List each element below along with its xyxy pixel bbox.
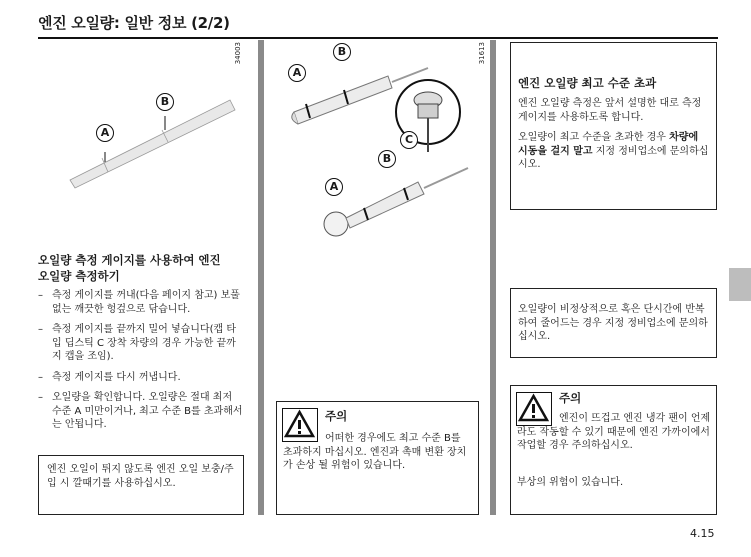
callout-a: A	[96, 124, 114, 142]
list-item: – 측정 게이지를 끝까지 밀어 넣습니다(캡 타입 딥스틱 C 장착 차량의 경우 가능한 끝까지 캡을 조임).	[38, 323, 244, 364]
figure-code: 31613	[478, 42, 486, 65]
list-item: – 오일량을 확인합니다. 오일량은 절대 최저 수준 A 미만이거나, 최고 수준 B를 초과해서는 안됩니다.	[38, 391, 244, 432]
list-item: – 측정 게이지를 다시 꺼냅니다.	[38, 371, 244, 385]
section-heading	[38, 252, 221, 284]
page-title: 엔진 오일량: 일반 정보 (2/2)	[38, 14, 230, 32]
overflow-para	[518, 131, 709, 172]
overflow-text: 지정 정비업소에 문의하십시오.	[518, 145, 709, 170]
list-item: – 측정 게이지를 꺼내(다음 페이지 참고) 보풀없는 깨끗한 헝겊으로 닦습니다.	[38, 289, 244, 316]
dipstick-figure	[60, 80, 250, 200]
callout-a: A	[325, 178, 343, 196]
callout-b: B	[333, 43, 351, 61]
abnormal-text: 오일량이 비정상적으로 혹은 단시간에 반복하여 줄어드는 경우 지정 정비업소에 문의하십시오.	[518, 304, 708, 342]
funnel-note-text: 엔진 오일이 튀지 않도록 엔진 오일 보충/주입 시 깔때기를 사용하십시오.	[47, 464, 234, 489]
column-divider	[490, 40, 496, 515]
instruction-list	[38, 289, 244, 439]
overflow-text: 오일량이 최고 수준을 초과한 경우	[518, 132, 670, 143]
section-tab[interactable]	[729, 268, 751, 301]
caution-risk: 부상의 위험이 있습니다.	[517, 477, 624, 488]
caution-text: 어떠한 경우에도 최고 수준 B를 초과하지 마십시오. 엔진과 촉매 변환 장치가 손상 될 위험이 있습니다.	[283, 433, 467, 471]
column-divider	[258, 40, 264, 515]
heading-line: 오일량 측정 게이지를 사용하여 엔진	[38, 253, 221, 267]
overflow-box	[510, 42, 717, 210]
heading-line: 오일량 측정하기	[38, 269, 120, 283]
callout-b: B	[378, 150, 396, 168]
funnel-note-box	[38, 455, 244, 515]
title-rule	[38, 37, 718, 39]
overflow-para: 엔진 오일량 측정은 앞서 설명한 대로 측정 게이지를 사용하도록 합니다.	[518, 98, 702, 123]
figure-code: 34003	[234, 42, 242, 65]
caution-box-middle	[276, 401, 479, 515]
caution-box-right	[510, 385, 717, 515]
abnormal-box	[510, 288, 717, 358]
caution-text: 엔진이 뜨겁고 엔진 냉각 팬이 언제라도 작동할 수 있기 때문에 엔진 가까이에서 작업할 경우 주의하십시오.	[517, 413, 711, 451]
caution-title: 주의	[559, 391, 582, 405]
overflow-heading: 엔진 오일량 최고 수준 초과	[518, 76, 657, 90]
overflow-emphasis: 차량에 시동을 걸지 말고	[518, 132, 699, 157]
callout-c: C	[400, 131, 418, 149]
page-number: 4.15	[690, 527, 715, 540]
caution-title: 주의	[325, 409, 348, 423]
callout-b: B	[156, 93, 174, 111]
callout-a: A	[288, 64, 306, 82]
